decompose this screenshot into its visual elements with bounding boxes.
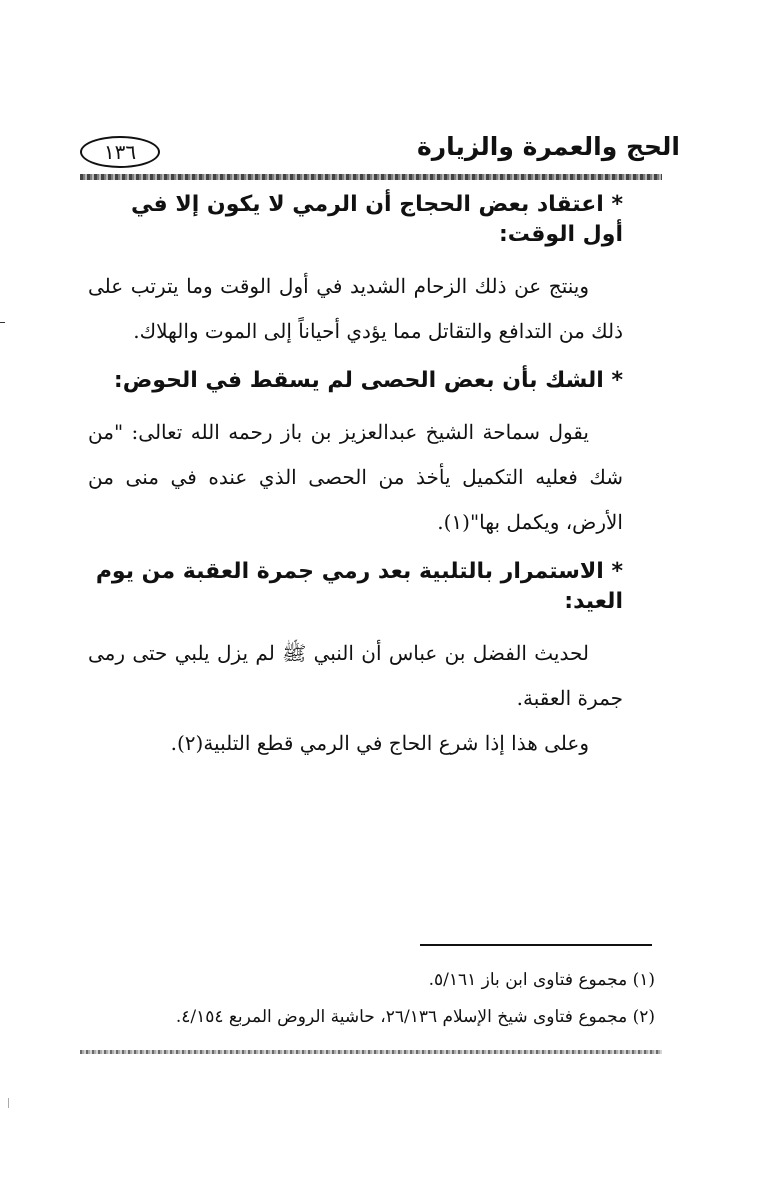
paragraph: لحديث الفضل بن عباس أن النبي ﷺ لم يزل يلبي حتى رمى جمرة العقبة. bbox=[88, 641, 623, 710]
header-divider bbox=[80, 174, 662, 180]
page-number: ١٣٦ bbox=[80, 136, 160, 168]
paragraph: وينتج عن ذلك الزحام الشديد في أول الوقت وما يترتب على ذلك من التدافع والتقاتل مما يؤدي أحياناً إلى الموت والهلاك. bbox=[88, 274, 623, 343]
footnote: (٢) مجموع فتاوى شيخ الإسلام ٢٦/١٣٦، حاشية الروض المربع ٤/١٥٤. bbox=[175, 1007, 655, 1027]
paragraph: يقول سماحة الشيخ عبدالعزيز بن باز رحمه الله تعالى: "من شك فعليه التكميل يأخذ من الحصى الذي عنده في منى من الأرض، ويكمل بها"(١). bbox=[88, 420, 623, 534]
scan-mark bbox=[8, 1098, 9, 1108]
footnote: (١) مجموع فتاوى ابن باز ٥/١٦١. bbox=[428, 970, 655, 990]
spacer bbox=[88, 354, 623, 360]
footer-divider bbox=[80, 1050, 662, 1054]
main-text bbox=[88, 184, 623, 766]
running-title: الحج والعمرة والزيارة bbox=[416, 132, 680, 161]
spacer bbox=[88, 545, 623, 551]
scan-mark bbox=[0, 322, 5, 323]
section-heading: * اعتقاد بعض الحجاج أن الرمي لا يكون إلا في أول الوقت: bbox=[131, 192, 623, 247]
section-heading: * الاستمرار بالتلبية بعد رمي جمرة العقبة من يوم العيد: bbox=[95, 559, 623, 614]
footnotes bbox=[150, 962, 655, 1036]
section-heading: * الشك بأن بعض الحصى لم يسقط في الحوض: bbox=[113, 368, 623, 393]
footnote-separator bbox=[420, 944, 652, 946]
page-header bbox=[80, 128, 680, 180]
paragraph: وعلى هذا إذا شرع الحاج في الرمي قطع التلبية(٢). bbox=[170, 731, 589, 755]
